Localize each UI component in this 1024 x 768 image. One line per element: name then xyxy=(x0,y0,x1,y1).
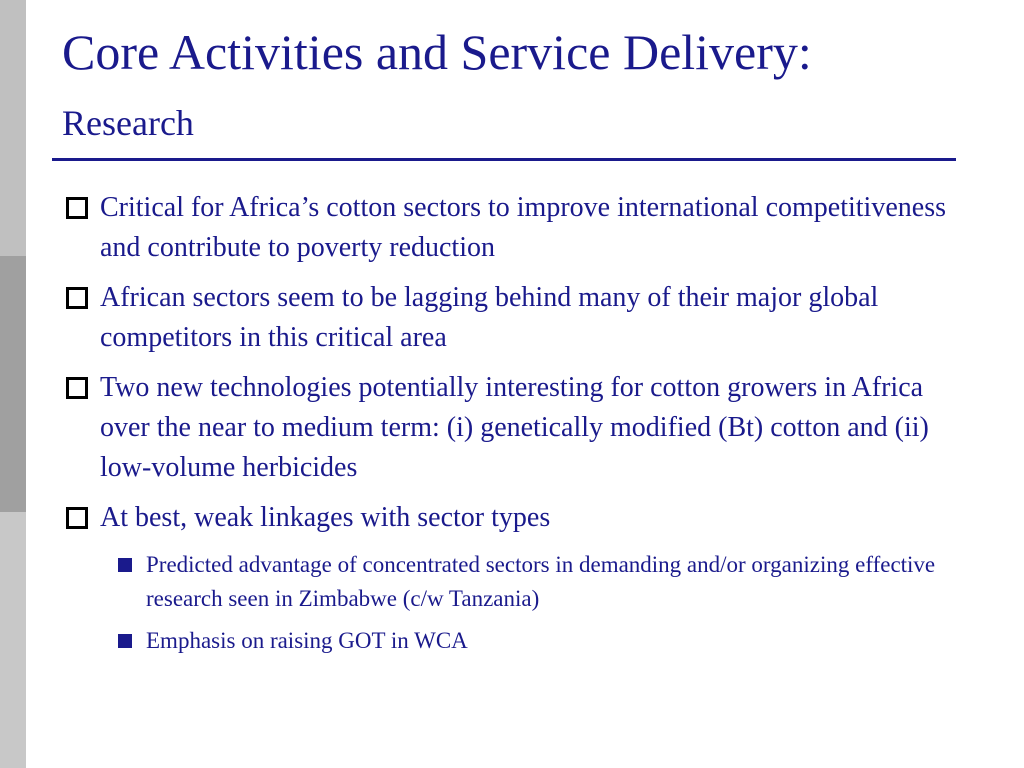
bullet-list xyxy=(62,188,962,666)
side-bar-segment-bottom xyxy=(0,512,26,768)
filled-square-bullet-icon xyxy=(118,634,132,648)
hollow-square-bullet-icon xyxy=(66,287,88,309)
hollow-square-bullet-icon xyxy=(66,507,88,529)
side-bar-segment-middle xyxy=(0,256,26,512)
side-bar-segment-top xyxy=(0,0,26,256)
bullet-item xyxy=(62,188,962,268)
sub-bullet-text: Predicted advantage of concentrated sectors in demanding and/or organizing effective research seen in Zimbabwe (c/w Tanzania) xyxy=(146,552,936,611)
title-divider xyxy=(52,158,956,161)
slide-subtitle: Research xyxy=(62,103,194,143)
bullet-text: Critical for Africa’s cotton sectors to improve international competitiveness and contribute to poverty reduction xyxy=(100,192,946,263)
sub-bullet-item xyxy=(62,624,962,658)
bullet-item xyxy=(62,368,962,488)
bullet-text: African sectors seem to be lagging behind many of their major global competitors in this critical area xyxy=(100,282,879,353)
bullet-text: At best, weak linkages with sector types xyxy=(100,502,551,533)
sub-bullet-text: Emphasis on raising GOT in WCA xyxy=(146,628,468,653)
hollow-square-bullet-icon xyxy=(66,377,88,399)
filled-square-bullet-icon xyxy=(118,558,132,572)
sub-bullet-item xyxy=(62,548,962,616)
hollow-square-bullet-icon xyxy=(66,197,88,219)
bullet-text: Two new technologies potentially interesting for cotton growers in Africa over the near to medium term: (i) genetically modified (Bt) cotton and (ii) low-volume herbicides xyxy=(100,372,929,483)
bullet-item xyxy=(62,278,962,358)
slide-title: Core Activities and Service Delivery: xyxy=(62,24,812,80)
bullet-item xyxy=(62,498,962,538)
